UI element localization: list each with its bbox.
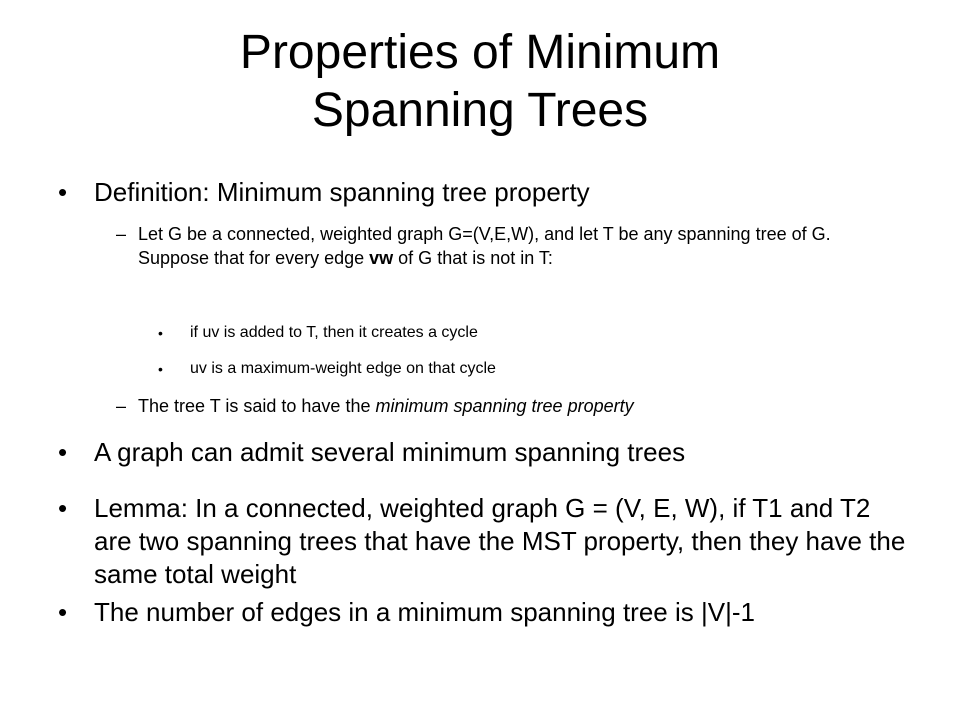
condition-item-1 — [158, 323, 870, 343]
slide-title — [60, 24, 900, 140]
bullet-lemma — [58, 492, 914, 591]
condition-text: uv is a maximum-weight edge on that cycle — [190, 360, 496, 377]
bullet-text: A graph can admit several minimum spanning trees — [94, 437, 686, 467]
bullet-several-msts — [58, 436, 914, 469]
sub-bullet-tree-t — [116, 394, 878, 418]
bullet-text: The number of edges in a minimum spanning tree is |V|-1 — [94, 597, 755, 627]
bullet-marker: • — [58, 493, 68, 523]
dot-marker: • — [158, 361, 163, 377]
bullet-edge-count — [58, 596, 914, 629]
title-line-1: Properties of Minimum — [239, 26, 721, 79]
dot-marker: • — [158, 325, 163, 341]
bullet-marker: • — [58, 597, 68, 627]
bullet-marker: • — [58, 437, 68, 467]
condition-text: if uv is added to T, then it creates a cycle — [190, 324, 478, 341]
sub-bullet-text-bold: vw — [369, 248, 394, 268]
sub-bullet-let-g — [116, 222, 878, 270]
sub-bullet-text-part1: Let G be a connected, weighted graph G=(V,E,W), and let T be any spanning tree of G. Suppose that for every edge — [138, 224, 831, 268]
condition-item-2 — [158, 359, 870, 379]
bullet-marker: • — [58, 177, 68, 207]
dash-marker: – — [116, 396, 127, 416]
bullet-text: Definition: Minimum spanning tree property — [94, 177, 590, 207]
bullet-text: Lemma: In a connected, weighted graph G = (V, E, W), if T1 and T2 are two spanning trees that have the MST property, then they have the same total weight — [94, 493, 906, 589]
bullet-definition — [58, 176, 914, 209]
title-line-2: Spanning Trees — [311, 84, 649, 137]
dash-marker: – — [116, 224, 127, 244]
sub-bullet-text-part2: of G that is not in T: — [393, 248, 553, 268]
sub-bullet-text-italic: minimum spanning tree property — [375, 396, 634, 416]
sub-bullet-text-part1: The tree T is said to have the — [138, 396, 376, 416]
